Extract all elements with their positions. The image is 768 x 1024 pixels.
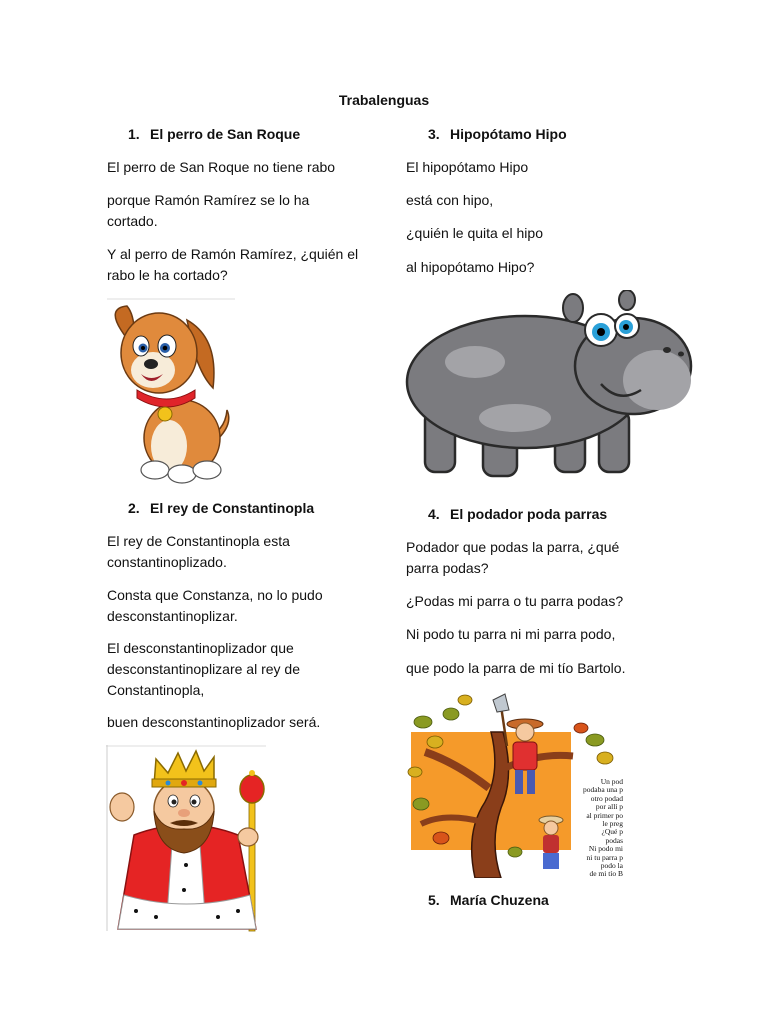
section-heading-5 (428, 892, 549, 908)
section-title: El podador poda parras (450, 506, 608, 522)
paragraph: ¿Podas mi parra o tu parra podas? (406, 593, 624, 609)
section-heading-4 (428, 506, 607, 522)
paragraph: Ni podo tu parra ni mi parra podo, (406, 626, 616, 642)
paragraph: Y al perro de Ramón Ramírez, ¿quién el rabo le ha cortado? (107, 246, 359, 283)
hippo-illustration (405, 290, 695, 490)
paragraph: ¿quién le quita el hipo (406, 225, 543, 241)
section-heading-3 (428, 126, 567, 142)
section-title: El perro de San Roque (150, 126, 301, 142)
section-title: El rey de Constantinopla (150, 500, 315, 516)
document-title: Trabalenguas (338, 92, 430, 108)
section-heading-1 (128, 126, 300, 142)
paragraph: El perro de San Roque no tiene rabo (107, 159, 336, 175)
dog-illustration (107, 298, 237, 486)
paragraph: que podo la parra de mi tío Bartolo. (406, 660, 626, 676)
section-title: María Chuzena (450, 892, 549, 908)
paragraph: porque Ramón Ramírez se lo ha cortado. (107, 192, 310, 229)
paragraph: El desconstantinoplizador que desconstantinoplizare al rey de Constantinopla, (107, 640, 301, 698)
paragraph: al hipopótamo Hipo? (406, 259, 535, 275)
section-number: 1. (128, 126, 140, 142)
paragraph: El hipopótamo Hipo (406, 159, 529, 175)
image-clipped-text: Un pod podaba una p otro podad por allí p al primer po le preg ¿Qué p podas Ni podo mi ni tu parra p podo la de mi tío B (583, 778, 623, 879)
section-heading-2 (128, 500, 314, 516)
section-number: 4. (428, 506, 440, 522)
paragraph: está con hipo, (406, 192, 494, 208)
section-number: 3. (428, 126, 440, 142)
section-number: 2. (128, 500, 140, 516)
section-number: 5. (428, 892, 440, 908)
paragraph: buen desconstantinoplizador será. (107, 714, 321, 730)
paragraph: Podador que podas la parra, ¿qué parra podas? (406, 539, 620, 576)
paragraph: El rey de Constantinopla esta constantinoplizado. (107, 533, 290, 570)
pruner-illustration (405, 692, 623, 878)
paragraph: Consta que Constanza, no lo pudo desconstantinoplizar. (107, 587, 323, 624)
section-title: Hipopótamo Hipo (450, 126, 567, 142)
king-illustration (106, 745, 268, 933)
